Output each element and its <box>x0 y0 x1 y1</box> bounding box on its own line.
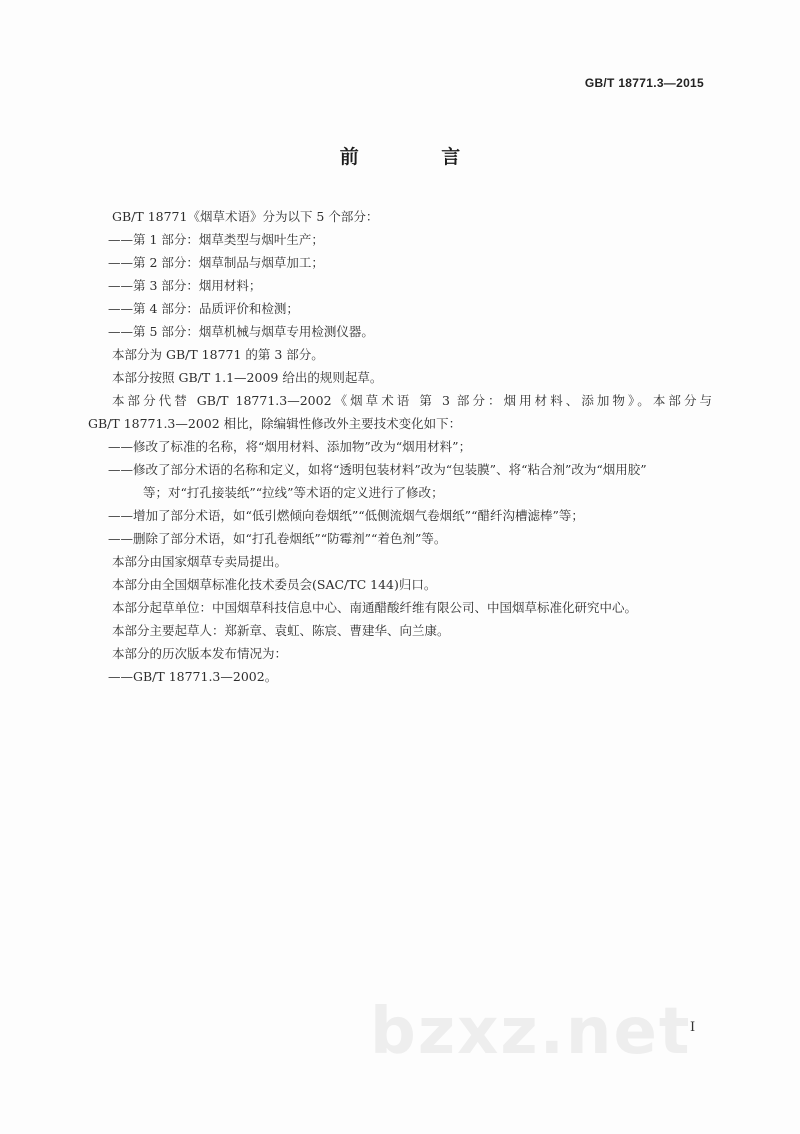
list-item: ——GB/T 18771.3—2002。 <box>108 669 278 684</box>
page-number: I <box>690 1020 696 1035</box>
list-item: ——修改了标准的名称，将“烟用材料、添加物”改为“烟用材料”； <box>108 439 472 454</box>
paragraph-continuation: GB/T 18771.3—2002 相比，除编辑性修改外主要技术变化如下： <box>88 416 462 431</box>
list-item: ——修改了部分术语的名称和定义，如将“透明包装材料”改为“包装膜”、将“粘合剂”改为“烟用胶” <box>108 462 647 477</box>
paragraph: 本部分按照 GB/T 1.1—2009 给出的规则起草。 <box>112 370 383 385</box>
list-item: ——第 2 部分：烟草制品与烟草加工； <box>108 255 324 270</box>
paragraph: 本部分代替 GB/T 18771.3—2002《烟草术语 第 3 部分：烟用材料、添加物》。本部分与 <box>112 393 712 408</box>
paragraph: 本部分由全国烟草标准化技术委员会(SAC/TC 144)归口。 <box>112 577 437 592</box>
list-item: ——第 3 部分：烟用材料； <box>108 278 262 293</box>
list-item: ——第 4 部分：品质评价和检测； <box>108 301 299 316</box>
watermark: bzxz.net <box>370 995 692 1069</box>
list-item-continuation: 等；对“打孔接装纸”“拉线”等术语的定义进行了修改； <box>143 485 444 500</box>
standard-code: GB/T 18771.3—2015 <box>584 76 704 90</box>
paragraph: 本部分主要起草人：郑新章、袁虹、陈宸、曹建华、向兰康。 <box>112 623 450 638</box>
list-item: ——删除了部分术语，如“打孔卷烟纸”“防霉剂”“着色剂”等。 <box>108 531 447 546</box>
list-item: ——第 1 部分：烟草类型与烟叶生产； <box>108 232 324 247</box>
page-title: 前 言 <box>339 146 499 168</box>
paragraph: GB/T 18771《烟草术语》分为以下 5 个部分： <box>112 209 379 224</box>
list-item: ——第 5 部分：烟草机械与烟草专用检测仪器。 <box>108 324 374 339</box>
paragraph: 本部分的历次版本发布情况为： <box>112 646 288 661</box>
paragraph: 本部分由国家烟草专卖局提出。 <box>112 554 288 569</box>
paragraph: 本部分起草单位：中国烟草科技信息中心、南通醋酸纤维有限公司、中国烟草标准化研究中心。 <box>112 600 638 615</box>
paragraph: 本部分为 GB/T 18771 的第 3 部分。 <box>112 347 324 362</box>
list-item: ——增加了部分术语，如“低引燃倾向卷烟纸”“低侧流烟气卷烟纸”“醋纤沟槽滤棒”等； <box>108 508 584 523</box>
foreword-body <box>88 205 712 688</box>
